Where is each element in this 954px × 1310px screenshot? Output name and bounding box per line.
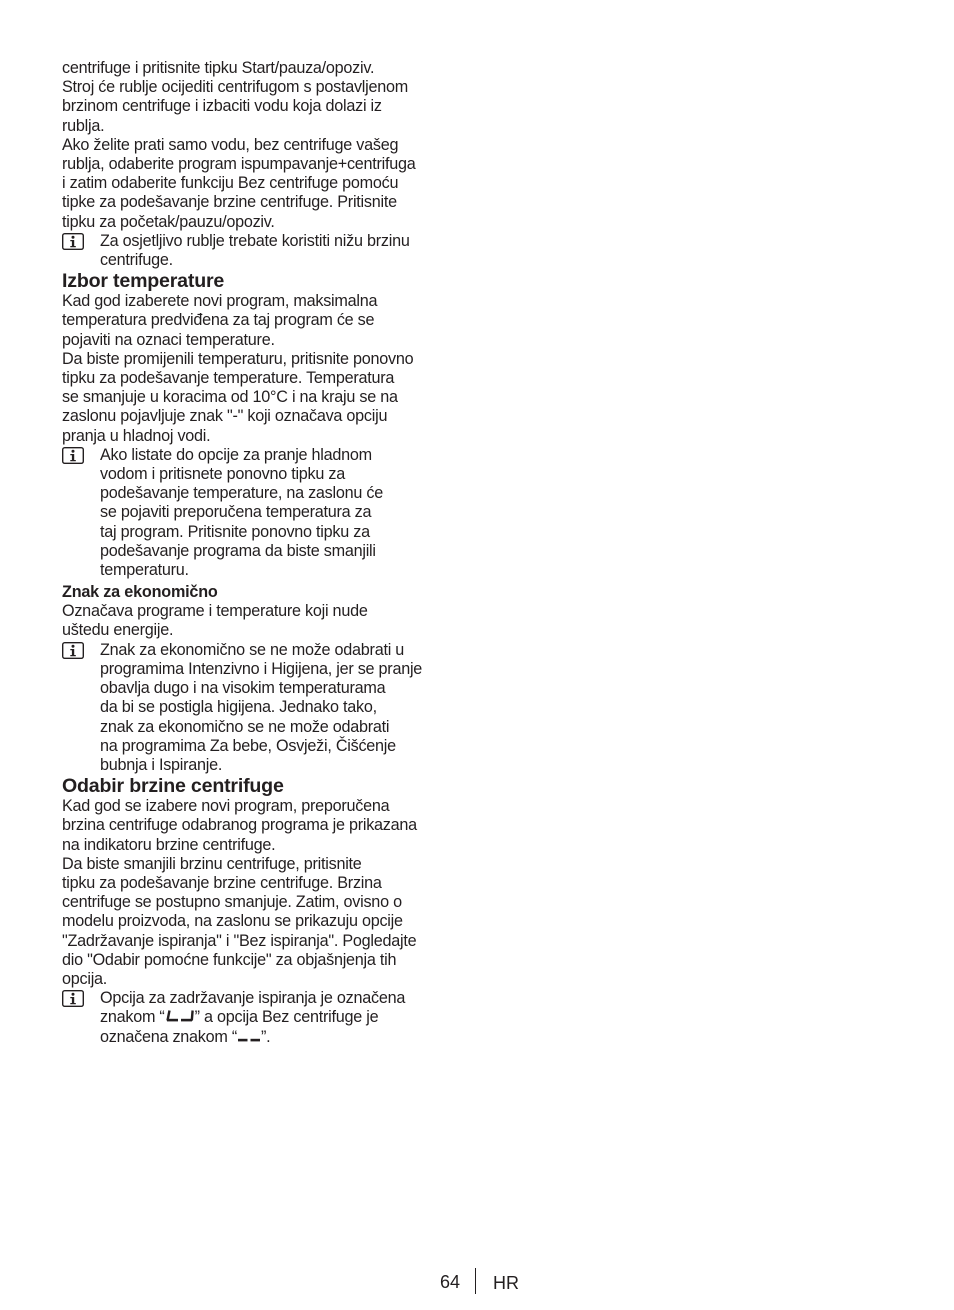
note-line: bubnja i Ispiranje. [100, 755, 223, 774]
info-note [62, 641, 468, 775]
info-icon [62, 642, 84, 659]
section-heading-eco: Znak za ekonomično [62, 583, 218, 602]
section-heading-spin: Odabir brzine centrifuge [62, 775, 284, 798]
text-line: tipku za podešavanje temperature. Temperatura [62, 369, 395, 388]
text-line: pojaviti na oznaci temperature. [62, 330, 275, 349]
rinse-hold-symbol-icon [165, 1010, 195, 1022]
text-line: centrifuge se postupno smanjuje. Zatim, ovisno o [62, 893, 402, 912]
note-text: ” a opcija Bez centrifuge je [194, 1008, 379, 1027]
text-line: Da biste smanjili brzinu centrifuge, pritisnite [62, 854, 362, 873]
text-line: dio "Odabir pomoćne funkcije" za objašnjenja tih [62, 950, 397, 969]
language-code: HR [493, 1273, 519, 1293]
footer-divider [475, 1268, 476, 1294]
text-line: tipku za početak/pauzu/opoziv. [62, 212, 275, 231]
temperature-text [62, 292, 468, 446]
note-line: programima Intenzivno i Higijena, jer se pranje [100, 659, 423, 678]
note-line: na programima Za bebe, Osvježi, Čišćenje [100, 736, 396, 755]
text-line: brzinom centrifuge i izbaciti vodu koja dolazi iz [62, 97, 382, 116]
text-line: uštedu energije. [62, 621, 174, 640]
text-line: tipku za podešavanje brzine centrifuge. Brzina [62, 873, 382, 892]
note-text: ”. [261, 1027, 271, 1046]
text-line: "Zadržavanje ispiranja" i "Bez ispiranja". Pogledajte [62, 931, 417, 950]
note-line: da bi se postigla higijena. Jednako tako, [100, 698, 377, 717]
text-line: brzina centrifuge odabranog programa je prikazana [62, 816, 417, 835]
note-line: Za osjetljivo rublje trebate koristiti nižu brzinu [100, 231, 410, 250]
note-line: vodom i pritisnete ponovno tipku za [100, 465, 346, 484]
note-line: podešavanje programa da biste smanjili [100, 541, 376, 560]
text-line: na indikatoru brzine centrifuge. [62, 835, 276, 854]
text-line: temperatura predviđena za taj program će se [62, 311, 375, 330]
text-line: rublja. [62, 116, 105, 135]
text-line: pranja u hladnoj vodi. [62, 426, 211, 445]
text-line: i zatim odaberite funkciju Bez centrifuge pomoću [62, 174, 399, 193]
note-line: Ako listate do opcije za pranje hladnom [100, 445, 372, 464]
text-line: zaslonu pojavljuje znak "-" koji označava opciju [62, 407, 388, 426]
note-line: taj program. Pritisnite ponovno tipku za [100, 522, 370, 541]
text-line: Da biste promijenili temperaturu, pritisnite ponovno [62, 349, 414, 368]
info-icon [62, 990, 84, 1007]
page-number: 64 [440, 1272, 461, 1292]
info-icon [62, 447, 84, 464]
text-line: Označava programe i temperature koji nude [62, 602, 368, 621]
text-line: rublja, odaberite program ispumpavanje+centrifuga [62, 155, 416, 174]
note-line: podešavanje temperature, na zaslonu će [100, 484, 383, 503]
note-line: znak za ekonomično se ne može odabrati [100, 717, 390, 736]
note-line: Znak za ekonomično se ne može odabrati u [100, 640, 405, 659]
note-text: znakom “ [100, 1008, 165, 1027]
note-line [100, 1008, 468, 1027]
no-spin-symbol-icon [237, 1030, 261, 1042]
text-line: tipke za podešavanje brzine centrifuge. Pritisnite [62, 193, 397, 212]
text-line: modelu proizvoda, na zaslonu se prikazuju opcije [62, 912, 403, 931]
text-line: se smanjuje u koracima od 10°C i na kraju se na [62, 388, 398, 407]
eco-text [62, 602, 468, 640]
spin-text [62, 797, 468, 989]
info-note [62, 446, 468, 580]
note-line: temperaturu. [100, 561, 189, 580]
page-column [62, 59, 468, 1047]
note-text: označena znakom “ [100, 1027, 238, 1046]
info-icon [62, 233, 84, 250]
note-line: se pojaviti preporučena temperatura za [100, 503, 372, 522]
intro-text [62, 59, 468, 232]
info-note [62, 232, 468, 270]
text-line: Kad god se izabere novi program, preporučena [62, 797, 390, 816]
note-line: centrifuge. [100, 251, 173, 270]
section-heading-temperature: Izbor temperature [62, 270, 225, 293]
text-line: Kad god izaberete novi program, maksimalna [62, 292, 378, 311]
note-line: obavlja dugo i na visokim temperaturama [100, 679, 386, 698]
text-line: Stroj će rublje ocijediti centrifugom s postavljenom [62, 78, 408, 97]
text-line: centrifuge i pritisnite tipku Start/pauza/opoziv. [62, 59, 375, 77]
text-line: Ako želite prati samo vodu, bez centrifuge vašeg [62, 135, 399, 154]
note-line [100, 1028, 468, 1047]
text-line: opcija. [62, 969, 108, 988]
note-line: Opcija za zadržavanje ispiranja je označena [100, 989, 406, 1008]
info-note [62, 989, 468, 1047]
